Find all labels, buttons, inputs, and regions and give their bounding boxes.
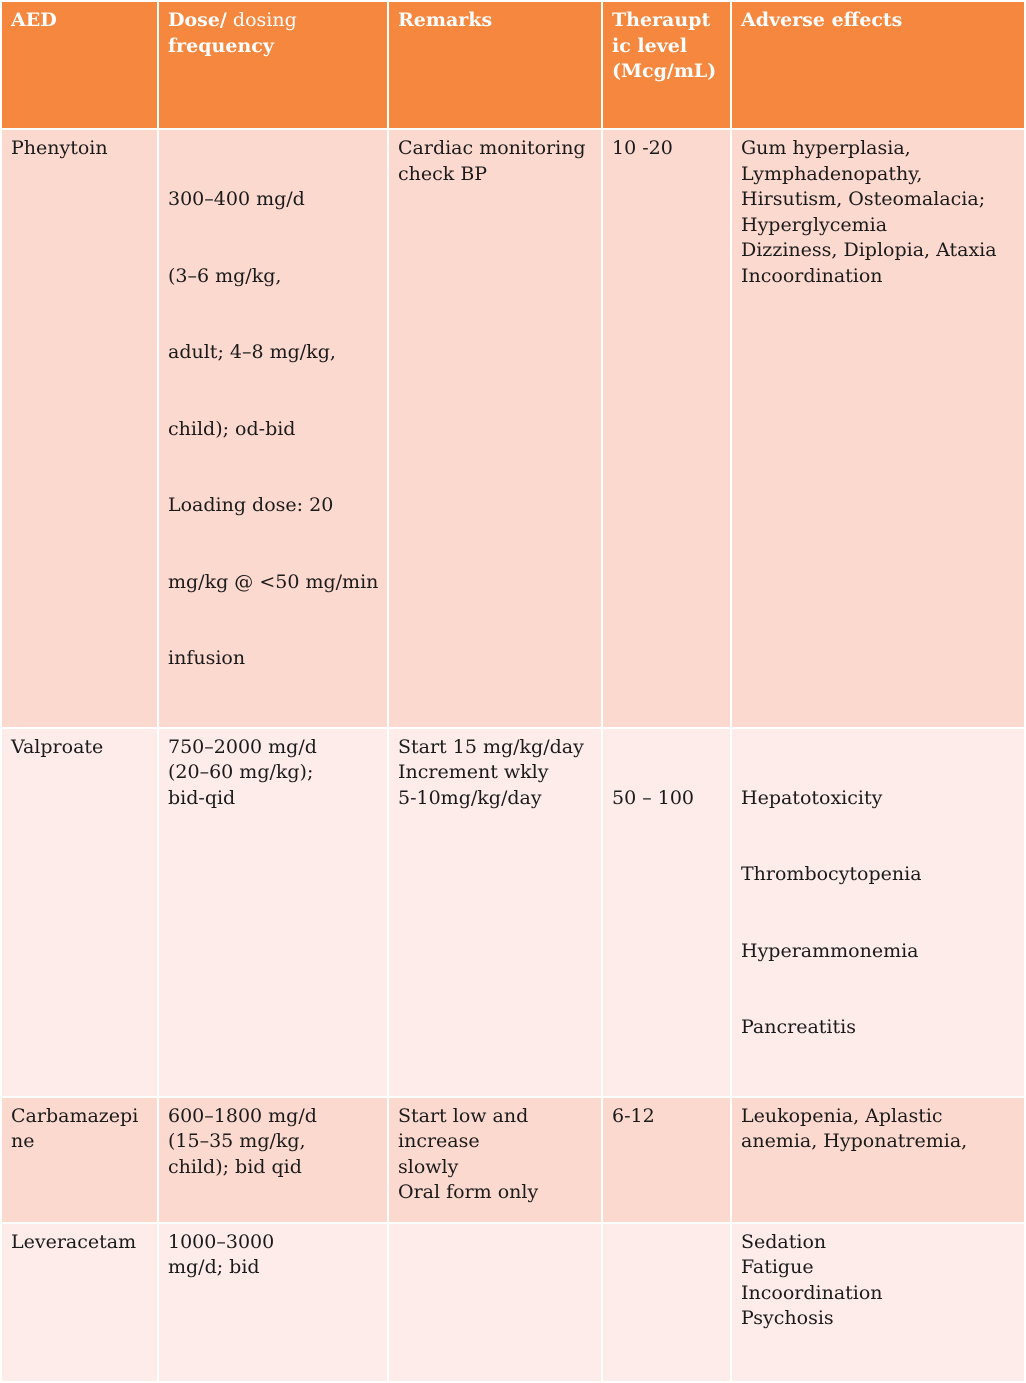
cell-adverse-effects: Sedation Fatigue Incoordination Psychosis [731, 1223, 1025, 1382]
cell-aed: Leveracetam [1, 1223, 158, 1382]
table-row [1, 1223, 1025, 1382]
cell-dose: 750–2000 mg/d (20–60 mg/kg); bid-qid [158, 728, 388, 1097]
cell-adverse-effects: Gum hyperplasia, Lymphadenopathy, Hirsutism, Osteomalacia; Hyperglycemia Dizziness, Diplopia, Ataxia Incoordination [731, 129, 1025, 728]
header-row [1, 1, 1025, 129]
header-therapeutic-level: Theraupt ic level (Mcg/mL) [602, 1, 731, 129]
cell-remarks [388, 1223, 602, 1382]
cell-remarks: Start low and increase slowly Oral form only [388, 1097, 602, 1223]
cell-therapeutic-level: 10 -20 [602, 129, 731, 728]
cell-adverse-effects: Hepatotoxicity Thrombocytopenia Hyperammonemia Pancreatitis [731, 728, 1025, 1097]
cell-remarks: Start 15 mg/kg/day Increment wkly 5-10mg/kg/day [388, 728, 602, 1097]
header-adverse-effects: Adverse effects [731, 1, 1025, 129]
cell-dose: 1000–3000 mg/d; bid [158, 1223, 388, 1382]
table-row [1, 129, 1025, 728]
header-remarks: Remarks [388, 1, 602, 129]
header-aed: AED [1, 1, 158, 129]
cell-dose: 600–1800 mg/d (15–35 mg/kg, child); bid qid [158, 1097, 388, 1223]
cell-remarks: Cardiac monitoring check BP [388, 129, 602, 728]
cell-aed: Carbamazepi ne [1, 1097, 158, 1223]
cell-aed: Phenytoin [1, 129, 158, 728]
header-dose: Dose/ dosing frequency [158, 1, 388, 129]
table-row [1, 1097, 1025, 1223]
cell-aed: Valproate [1, 728, 158, 1097]
table-row [1, 728, 1025, 1097]
cell-therapeutic-level: 50 – 100 [602, 728, 731, 1097]
cell-therapeutic-level [602, 1223, 731, 1382]
cell-adverse-effects: Leukopenia, Aplastic anemia, Hyponatremia, [731, 1097, 1025, 1223]
cell-dose: 300–400 mg/d (3–6 mg/kg, adult; 4–8 mg/kg, child); od-bid Loading dose: 20 mg/kg @ <50 mg/min infusion [158, 129, 388, 728]
cell-therapeutic-level: 6-12 [602, 1097, 731, 1223]
